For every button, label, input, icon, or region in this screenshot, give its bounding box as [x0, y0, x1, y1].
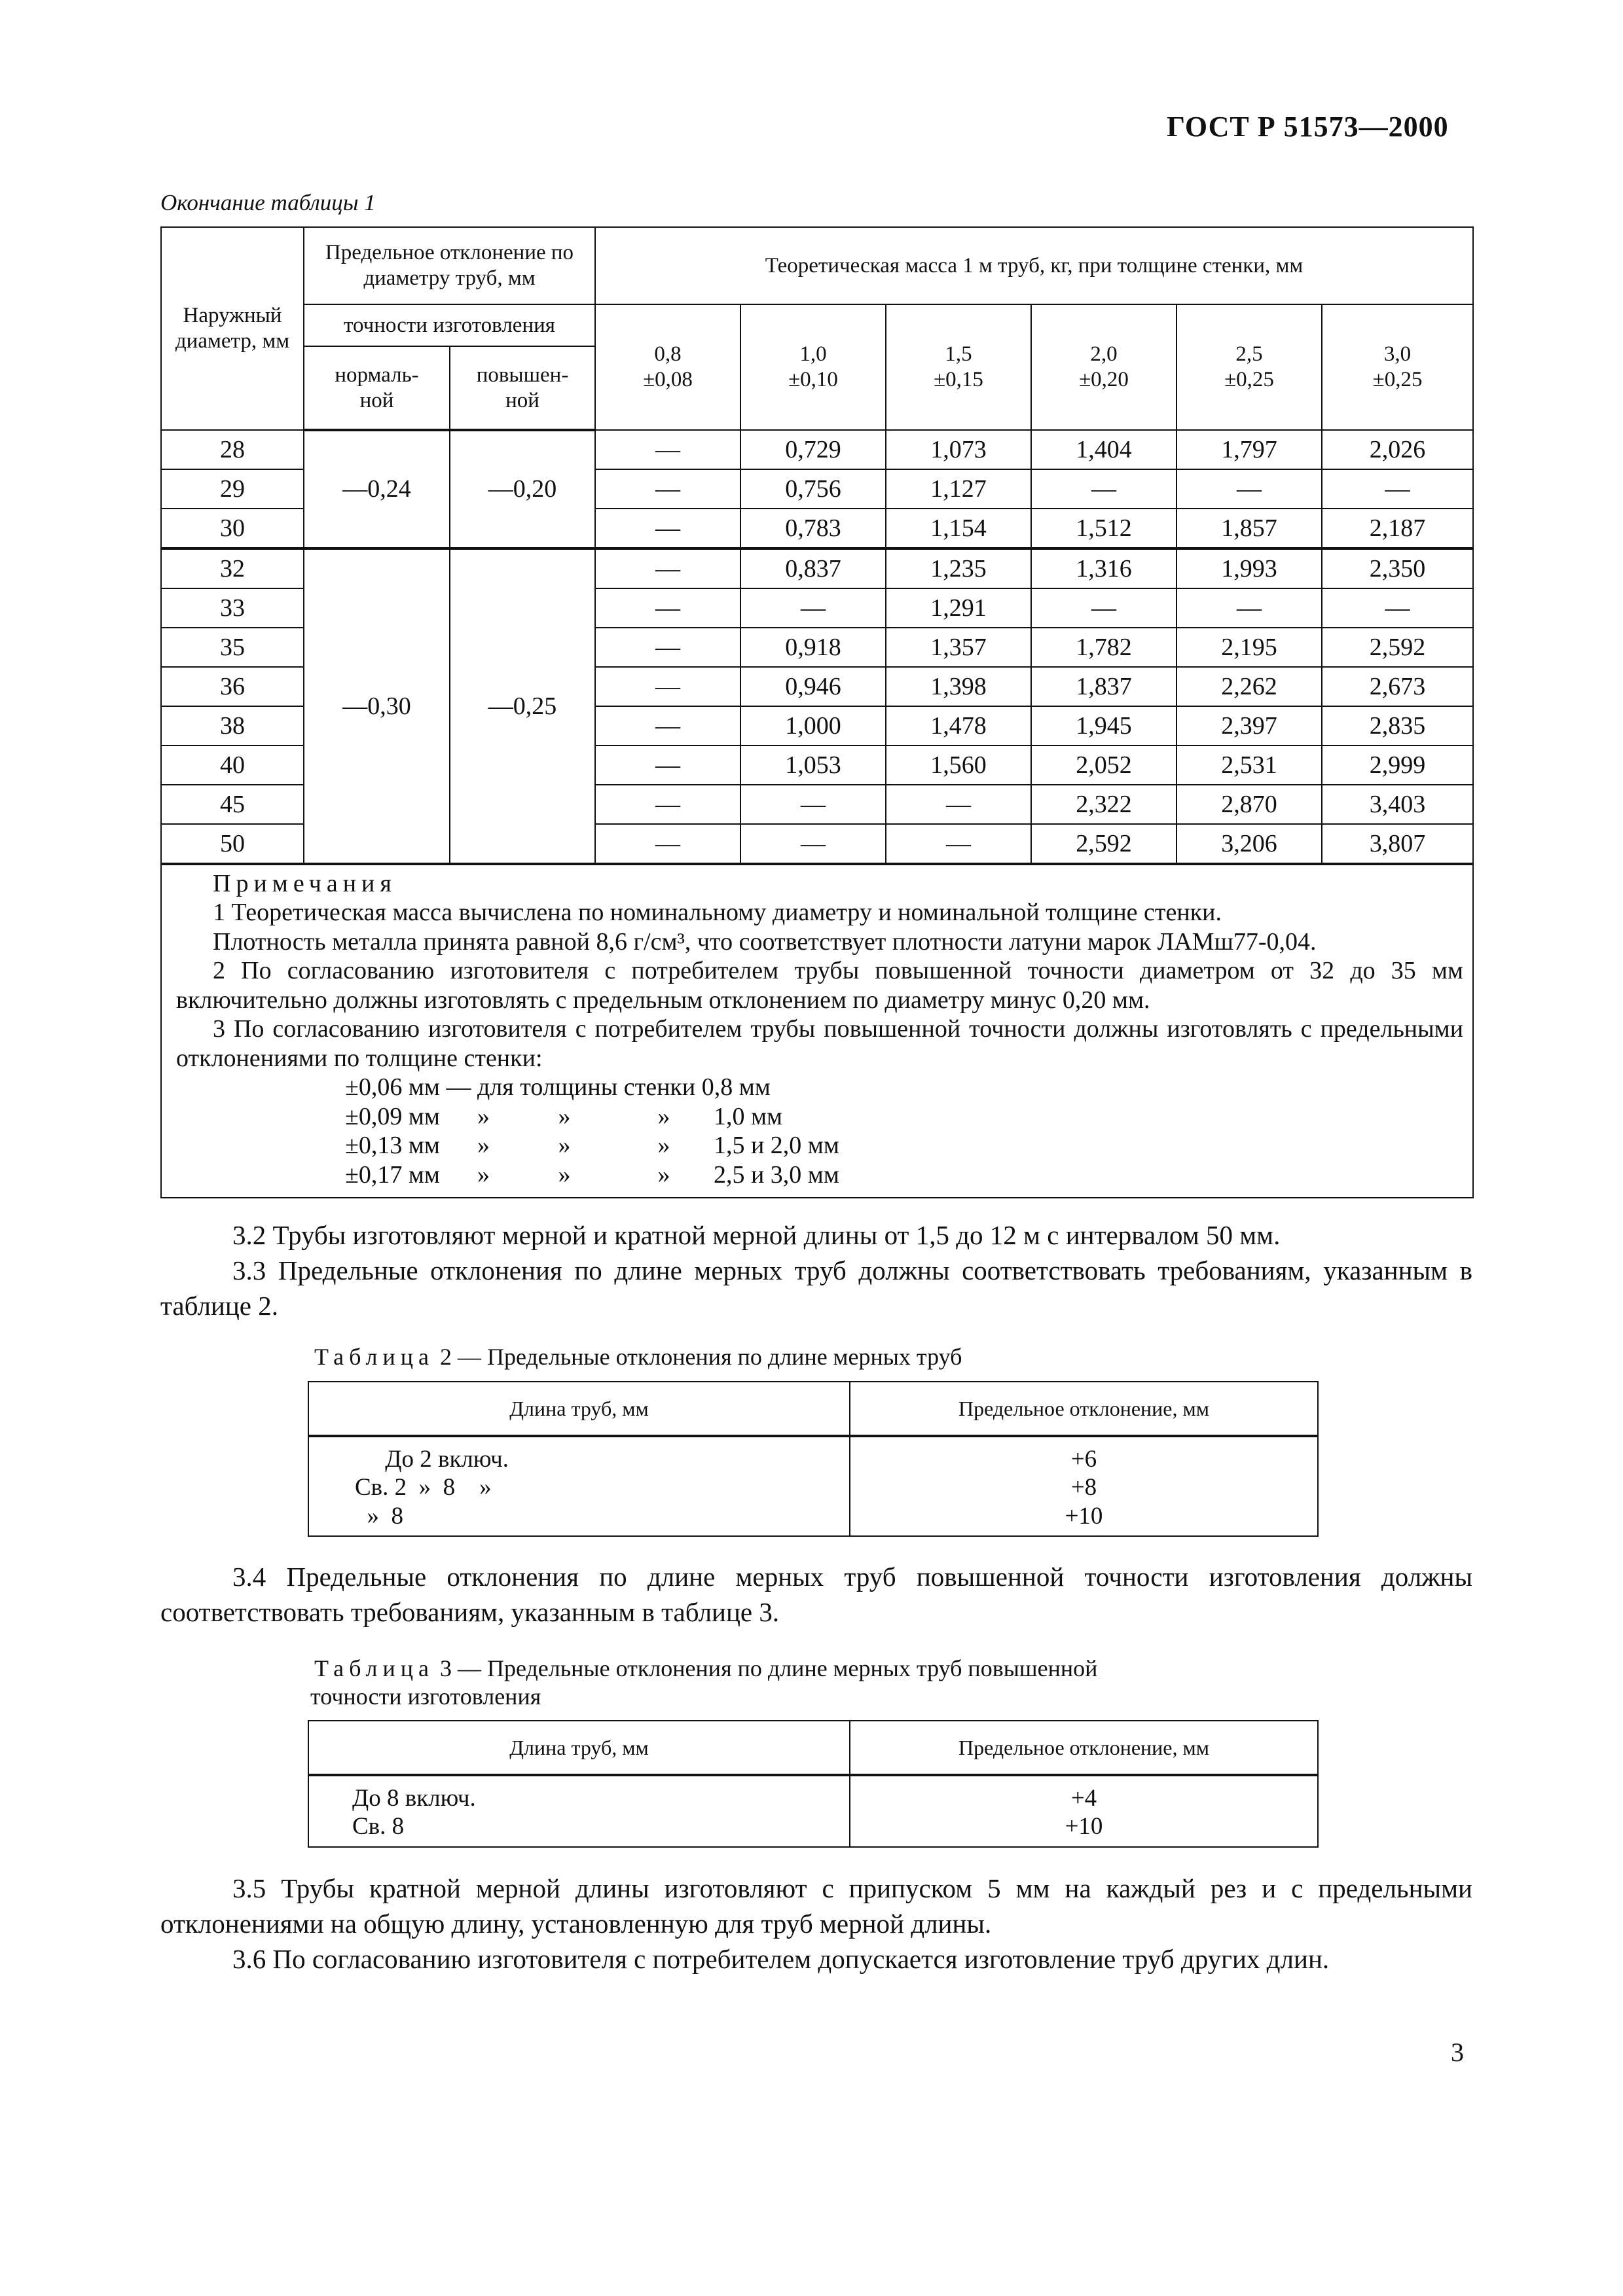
table-continuation-caption: Окончание таблицы 1 [160, 190, 376, 215]
mass-cell: — [886, 785, 1031, 824]
mass-cell: 2,835 [1322, 706, 1473, 745]
table-1 [160, 226, 1474, 1198]
increased-deviation-cell: —0,20 [450, 430, 595, 548]
mass-cell: 1,857 [1176, 509, 1322, 548]
note-2: 2 По согласованию изготовителя с потребителем трубы повышенной точности диаметром от 32 до 35 мм включительно должны изготовлять с предельным отклонением по диаметру минус 0,20 мм. [176, 957, 1464, 1014]
header-wall-0: 0,8 ±0,08 [595, 304, 740, 430]
table-3-deviations: +4 +10 [850, 1775, 1318, 1847]
header-deviation: Предельное отклонение по диаметру труб, мм [304, 227, 595, 304]
header-wall-4: 2,5 ±0,25 [1176, 304, 1322, 430]
mass-cell: — [595, 430, 740, 469]
mass-cell: 2,673 [1322, 667, 1473, 706]
table-row [161, 430, 1473, 469]
mass-cell: — [595, 667, 740, 706]
outer-diameter-cell: 30 [161, 509, 304, 548]
mass-cell: — [595, 469, 740, 509]
mass-cell: — [1176, 469, 1322, 509]
header-wall-1: 1,0 ±0,10 [740, 304, 886, 430]
outer-diameter-cell: 33 [161, 588, 304, 628]
mass-cell: — [595, 509, 740, 548]
header-wall-3: 2,0 ±0,20 [1031, 304, 1176, 430]
mass-cell: 2,052 [1031, 745, 1176, 785]
outer-diameter-cell: 50 [161, 824, 304, 864]
document-code: ГОСТ Р 51573—2000 [1167, 111, 1449, 143]
mass-cell: 0,837 [740, 548, 886, 588]
mass-cell: — [740, 785, 886, 824]
outer-diameter-cell: 38 [161, 706, 304, 745]
mass-cell: 2,592 [1031, 824, 1176, 864]
table-2-lengths: До 2 включ. Св. 2 » 8 » » 8 [308, 1436, 850, 1536]
table-row [161, 548, 1473, 588]
increased-deviation-cell: —0,25 [450, 548, 595, 864]
mass-cell: 3,206 [1176, 824, 1322, 864]
page-number: 3 [1451, 2037, 1464, 2067]
mass-cell: 2,397 [1176, 706, 1322, 745]
mass-cell: 1,154 [886, 509, 1031, 548]
outer-diameter-cell: 36 [161, 667, 304, 706]
mass-cell: 1,404 [1031, 430, 1176, 469]
table-2-header-length: Длина труб, мм [308, 1382, 850, 1436]
note-3-item: ±0,09 мм » » » 1,0 мм [345, 1102, 783, 1130]
mass-cell: 1,945 [1031, 706, 1176, 745]
note-3: 3 По согласованию изготовителя с потребителем трубы повышенной точности должны изготовлять с предельными отклонениями по толщине стенки: [176, 1015, 1464, 1072]
mass-cell: 1,000 [740, 706, 886, 745]
mass-cell: 1,127 [886, 469, 1031, 509]
table-3-header-length: Длина труб, мм [308, 1721, 850, 1775]
mass-cell: 2,026 [1322, 430, 1473, 469]
mass-cell: — [1322, 588, 1473, 628]
mass-cell: — [740, 824, 886, 864]
note-1b: Плотность металла принята равной 8,6 г/см³, что соответствует плотности латуни марок ЛАМш77-0,04. [213, 927, 1317, 956]
header-wall-5: 3,0 ±0,25 [1322, 304, 1473, 430]
mass-cell: 3,403 [1322, 785, 1473, 824]
mass-cell: 0,729 [740, 430, 886, 469]
header-mass: Теоретическая масса 1 м труб, кг, при толщине стенки, мм [595, 227, 1473, 304]
mass-cell: 2,195 [1176, 628, 1322, 667]
mass-cell: 1,837 [1031, 667, 1176, 706]
mass-cell: — [595, 785, 740, 824]
mass-cell: 2,262 [1176, 667, 1322, 706]
mass-cell: — [1176, 588, 1322, 628]
mass-cell: 1,478 [886, 706, 1031, 745]
table-2-caption: Таблица 2 — Предельные отклонения по длине мерных труб [314, 1344, 962, 1370]
table-3-lengths: До 8 включ. Св. 8 [308, 1775, 850, 1847]
mass-cell: 0,918 [740, 628, 886, 667]
mass-cell: 3,807 [1322, 824, 1473, 864]
table-3 [308, 1720, 1319, 1848]
mass-cell: 1,291 [886, 588, 1031, 628]
mass-cell: 1,512 [1031, 509, 1176, 548]
mass-cell: 2,187 [1322, 509, 1473, 548]
table-2 [308, 1381, 1319, 1537]
mass-cell: 2,531 [1176, 745, 1322, 785]
mass-cell: 2,350 [1322, 548, 1473, 588]
mass-cell: 1,357 [886, 628, 1031, 667]
mass-cell: 0,756 [740, 469, 886, 509]
outer-diameter-cell: 45 [161, 785, 304, 824]
mass-cell: — [595, 588, 740, 628]
paragraph-3-5: 3.5 Трубы кратной мерной длины изготовляют с припуском 5 мм на каждый рез и с предельными отклонениями на общую длину, установленную для труб мерной длины. [160, 1873, 1472, 1939]
header-increased: повышен-ной [450, 346, 595, 430]
table-2-header-deviation: Предельное отклонение, мм [850, 1382, 1318, 1436]
mass-cell: — [595, 706, 740, 745]
outer-diameter-cell: 35 [161, 628, 304, 667]
header-normal: нормаль-ной [304, 346, 450, 430]
mass-cell: — [595, 745, 740, 785]
mass-cell: — [740, 588, 886, 628]
mass-cell: 1,398 [886, 667, 1031, 706]
header-precision: точности изготовления [304, 304, 595, 346]
outer-diameter-cell: 32 [161, 548, 304, 588]
mass-cell: 2,870 [1176, 785, 1322, 824]
mass-cell: — [595, 824, 740, 864]
header-outer-diameter: Наружный диаметр, мм [161, 227, 304, 430]
outer-diameter-cell: 40 [161, 745, 304, 785]
mass-cell: — [595, 628, 740, 667]
table-3-caption: Таблица 3 — Предельные отклонения по длине мерных труб повышенной точности изготовления [310, 1655, 1098, 1710]
mass-cell: — [886, 824, 1031, 864]
mass-cell: — [1031, 469, 1176, 509]
outer-diameter-cell: 29 [161, 469, 304, 509]
paragraph-3-6: 3.6 По согласованию изготовителя с потребителем допускается изготовление труб других длин. [232, 1944, 1330, 1974]
notes-title: Примечания [213, 870, 397, 897]
mass-cell: 1,073 [886, 430, 1031, 469]
paragraph-3-4: 3.4 Предельные отклонения по длине мерных труб повышенной точности изготовления должны соответствовать требованиям, указанным в таблице 3. [160, 1562, 1472, 1628]
mass-cell: 1,316 [1031, 548, 1176, 588]
normal-deviation-cell: —0,30 [304, 548, 450, 864]
mass-cell: 1,797 [1176, 430, 1322, 469]
mass-cell: — [595, 548, 740, 588]
note-3-item: ±0,13 мм » » » 1,5 и 2,0 мм [345, 1132, 839, 1160]
mass-cell: 2,592 [1322, 628, 1473, 667]
mass-cell: — [1031, 588, 1176, 628]
mass-cell: 1,782 [1031, 628, 1176, 667]
table-2-deviations: +6 +8 +10 [850, 1436, 1318, 1536]
outer-diameter-cell: 28 [161, 430, 304, 469]
mass-cell: 0,946 [740, 667, 886, 706]
mass-cell: 1,053 [740, 745, 886, 785]
note-3-item: ±0,17 мм » » » 2,5 и 3,0 мм [345, 1160, 839, 1189]
header-wall-2: 1,5 ±0,15 [886, 304, 1031, 430]
mass-cell: 2,322 [1031, 785, 1176, 824]
mass-cell: 1,235 [886, 548, 1031, 588]
normal-deviation-cell: —0,24 [304, 430, 450, 548]
mass-cell: 1,560 [886, 745, 1031, 785]
paragraph-3-3: 3.3 Предельные отклонения по длине мерных труб должны соответствовать требованиям, указанным в таблице 2. [160, 1255, 1472, 1321]
table-notes [161, 864, 1473, 1198]
paragraph-3-2: 3.2 Трубы изготовляют мерной и кратной мерной длины от 1,5 до 12 м с интервалом 50 мм. [232, 1220, 1281, 1250]
note-3-item: ±0,06 мм — для толщины стенки 0,8 мм [345, 1073, 771, 1102]
note-1a: 1 Теоретическая масса вычислена по номинальному диаметру и номинальной толщине стенки. [213, 899, 1222, 927]
table-3-header-deviation: Предельное отклонение, мм [850, 1721, 1318, 1775]
mass-cell: 2,999 [1322, 745, 1473, 785]
mass-cell: 0,783 [740, 509, 886, 548]
mass-cell: — [1322, 469, 1473, 509]
mass-cell: 1,993 [1176, 548, 1322, 588]
